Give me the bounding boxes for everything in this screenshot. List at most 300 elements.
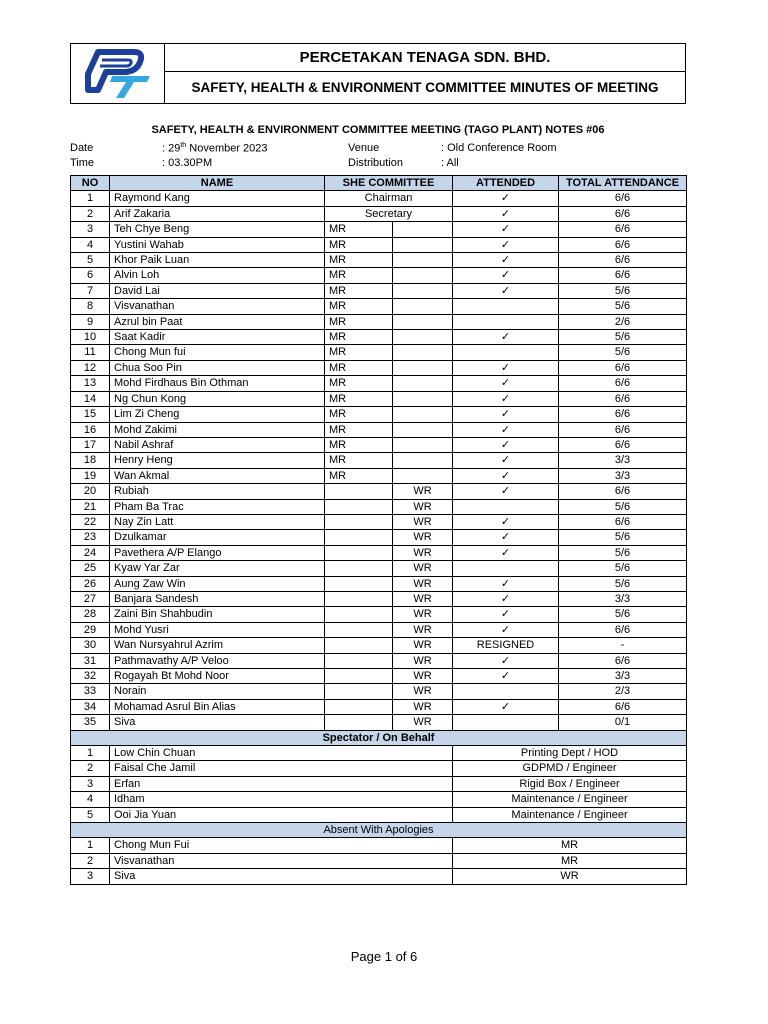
spectator-title: Spectator / On Behalf (71, 730, 687, 745)
table-row (71, 422, 687, 437)
attended-empty (453, 499, 559, 514)
total-attendance: 5/6 (559, 561, 687, 576)
member-role-empty (393, 314, 453, 329)
member-name: Mohamad Asrul Bin Alias (110, 699, 325, 714)
spectator-department: GDPMD / Engineer (453, 761, 687, 776)
table-row (71, 653, 687, 668)
absent-name: Siva (110, 869, 453, 884)
member-role: MR (325, 360, 393, 375)
attended-check-icon: ✓ (453, 669, 559, 684)
attended-check-icon: ✓ (453, 591, 559, 606)
time-label: Time (70, 157, 95, 169)
member-name: Chua Soo Pin (110, 360, 325, 375)
venue-label: Venue (348, 142, 380, 154)
row-number: 29 (71, 622, 110, 637)
total-attendance: 2/6 (559, 314, 687, 329)
member-name: Banjara Sandesh (110, 591, 325, 606)
row-number: 3 (71, 222, 110, 237)
member-name: Azrul bin Paat (110, 314, 325, 329)
member-name: Wan Nursyahrul Azrim (110, 638, 325, 653)
member-role-empty (325, 499, 393, 514)
total-attendance: 3/3 (559, 468, 687, 483)
total-attendance: 5/6 (559, 299, 687, 314)
member-name: Dzulkamar (110, 530, 325, 545)
attended-check-icon: ✓ (453, 360, 559, 375)
table-row (71, 345, 687, 360)
member-role-empty (393, 422, 453, 437)
member-role-empty (393, 237, 453, 252)
member-role-empty (325, 622, 393, 637)
total-attendance: 3/3 (559, 453, 687, 468)
row-number: 5 (71, 807, 110, 822)
member-role-empty (393, 253, 453, 268)
row-number: 8 (71, 299, 110, 314)
member-role-empty (393, 468, 453, 483)
row-number: 20 (71, 484, 110, 499)
absent-row (71, 853, 687, 868)
member-role: MR (325, 330, 393, 345)
member-role-empty (393, 437, 453, 452)
member-role: WR (393, 684, 453, 699)
row-number: 24 (71, 545, 110, 560)
table-row (71, 561, 687, 576)
member-name: Yustini Wahab (110, 237, 325, 252)
row-number: 1 (71, 191, 110, 206)
member-name: Wan Akmal (110, 468, 325, 483)
member-role-empty (393, 391, 453, 406)
attended-check-icon: ✓ (453, 330, 559, 345)
total-attendance: - (559, 638, 687, 653)
attended-empty (453, 314, 559, 329)
total-attendance: 6/6 (559, 484, 687, 499)
table-row (71, 591, 687, 606)
total-attendance: 6/6 (559, 237, 687, 252)
member-role: MR (325, 422, 393, 437)
attended-check-icon: ✓ (453, 437, 559, 452)
total-attendance: 0/1 (559, 715, 687, 730)
member-role: MR (325, 253, 393, 268)
spectator-department: Maintenance / Engineer (453, 792, 687, 807)
row-number: 5 (71, 253, 110, 268)
row-number: 1 (71, 746, 110, 761)
total-attendance: 6/6 (559, 253, 687, 268)
row-number: 17 (71, 437, 110, 452)
total-attendance: 3/3 (559, 591, 687, 606)
spectator-row (71, 792, 687, 807)
row-number: 2 (71, 853, 110, 868)
spectator-row (71, 761, 687, 776)
member-role: MR (325, 314, 393, 329)
member-name: Siva (110, 715, 325, 730)
member-role: WR (393, 530, 453, 545)
member-role-empty (325, 715, 393, 730)
absent-title: Absent With Apologies (71, 823, 687, 838)
spectator-section-header (71, 730, 687, 745)
total-attendance: 6/6 (559, 222, 687, 237)
member-role-empty (393, 376, 453, 391)
attended-check-icon: ✓ (453, 453, 559, 468)
attended-check-icon: ✓ (453, 622, 559, 637)
table-row (71, 638, 687, 653)
attended-check-icon: ✓ (453, 237, 559, 252)
member-role-empty (325, 561, 393, 576)
table-row (71, 607, 687, 622)
header-name: NAME (110, 176, 325, 191)
table-row (71, 360, 687, 375)
attended-check-icon: ✓ (453, 699, 559, 714)
spectator-name: Low Chin Chuan (110, 746, 453, 761)
spectator-row (71, 776, 687, 791)
table-row (71, 222, 687, 237)
row-number: 32 (71, 669, 110, 684)
member-name: Saat Kadir (110, 330, 325, 345)
member-role: MR (325, 407, 393, 422)
distribution-value: : All (441, 157, 459, 169)
member-name: Nay Zin Latt (110, 514, 325, 529)
row-number: 18 (71, 453, 110, 468)
member-role-empty (325, 638, 393, 653)
attended-status: RESIGNED (453, 638, 559, 653)
member-role: WR (393, 514, 453, 529)
row-number: 2 (71, 761, 110, 776)
total-attendance: 5/6 (559, 330, 687, 345)
document-header (70, 43, 686, 104)
attended-check-icon: ✓ (453, 530, 559, 545)
member-role: WR (393, 499, 453, 514)
table-row (71, 453, 687, 468)
meeting-title: SAFETY, HEALTH & ENVIRONMENT COMMITTEE MEETING (TAGO PLANT) NOTES #06 (151, 124, 605, 136)
total-attendance: 5/6 (559, 607, 687, 622)
row-number: 1 (71, 838, 110, 853)
table-row (71, 499, 687, 514)
row-number: 23 (71, 530, 110, 545)
absent-name: Visvanathan (110, 853, 453, 868)
member-role-empty (393, 453, 453, 468)
member-name: David Lai (110, 283, 325, 298)
member-name: Lim Zi Cheng (110, 407, 325, 422)
member-name: Teh Chye Beng (110, 222, 325, 237)
member-role: MR (325, 299, 393, 314)
member-role: WR (393, 638, 453, 653)
absent-row (71, 869, 687, 884)
venue-value: : Old Conference Room (441, 142, 557, 154)
pt-logo-icon (78, 46, 158, 102)
spectator-department: Printing Dept / HOD (453, 746, 687, 761)
total-attendance: 6/6 (559, 422, 687, 437)
member-role: Secretary (325, 206, 453, 221)
member-name: Rubiah (110, 484, 325, 499)
member-name: Kyaw Yar Zar (110, 561, 325, 576)
member-role: WR (393, 576, 453, 591)
row-number: 3 (71, 869, 110, 884)
member-role: WR (393, 669, 453, 684)
member-name: Zaini Bin Shahbudin (110, 607, 325, 622)
member-role-empty (325, 607, 393, 622)
attended-check-icon: ✓ (453, 206, 559, 221)
total-attendance: 6/6 (559, 206, 687, 221)
member-name: Pham Ba Trac (110, 499, 325, 514)
total-attendance: 6/6 (559, 407, 687, 422)
member-role-empty (393, 299, 453, 314)
row-number: 35 (71, 715, 110, 730)
member-role-empty (325, 591, 393, 606)
table-row (71, 407, 687, 422)
table-row (71, 576, 687, 591)
member-name: Ng Chun Kong (110, 391, 325, 406)
total-attendance: 5/6 (559, 530, 687, 545)
table-row (71, 699, 687, 714)
member-role: WR (393, 653, 453, 668)
member-role: MR (325, 237, 393, 252)
table-row (71, 437, 687, 452)
total-attendance: 5/6 (559, 283, 687, 298)
member-role: MR (325, 468, 393, 483)
member-role-empty (393, 283, 453, 298)
header-total-attendance: TOTAL ATTENDANCE (559, 176, 687, 191)
attended-empty (453, 561, 559, 576)
spectator-name: Faisal Che Jamil (110, 761, 453, 776)
row-number: 4 (71, 792, 110, 807)
total-attendance: 6/6 (559, 514, 687, 529)
table-row (71, 545, 687, 560)
absent-role: MR (453, 853, 687, 868)
member-role: MR (325, 437, 393, 452)
table-row (71, 314, 687, 329)
total-attendance: 5/6 (559, 499, 687, 514)
attended-check-icon: ✓ (453, 468, 559, 483)
attended-check-icon: ✓ (453, 222, 559, 237)
row-number: 3 (71, 776, 110, 791)
member-role: Chairman (325, 191, 453, 206)
member-role: WR (393, 484, 453, 499)
member-role-empty (393, 222, 453, 237)
row-number: 9 (71, 314, 110, 329)
member-name: Alvin Loh (110, 268, 325, 283)
attended-empty (453, 715, 559, 730)
date-label: Date (70, 142, 94, 154)
table-row (71, 622, 687, 637)
member-role-empty (325, 699, 393, 714)
member-role-empty (393, 407, 453, 422)
table-row (71, 669, 687, 684)
row-number: 21 (71, 499, 110, 514)
row-number: 16 (71, 422, 110, 437)
attended-empty (453, 299, 559, 314)
company-logo (71, 44, 165, 103)
row-number: 11 (71, 345, 110, 360)
header-no: NO (71, 176, 110, 191)
member-role-empty (325, 545, 393, 560)
row-number: 13 (71, 376, 110, 391)
absent-section-header (71, 823, 687, 838)
row-number: 33 (71, 684, 110, 699)
table-header-row (71, 176, 687, 191)
table-row (71, 684, 687, 699)
member-role: WR (393, 607, 453, 622)
total-attendance: 6/6 (559, 191, 687, 206)
member-role: MR (325, 222, 393, 237)
member-role: MR (325, 376, 393, 391)
spectator-name: Ooi Jia Yuan (110, 807, 453, 822)
attended-check-icon: ✓ (453, 653, 559, 668)
spectator-department: Maintenance / Engineer (453, 807, 687, 822)
attended-check-icon: ✓ (453, 545, 559, 560)
attended-check-icon: ✓ (453, 422, 559, 437)
total-attendance: 6/6 (559, 653, 687, 668)
member-role: MR (325, 268, 393, 283)
total-attendance: 6/6 (559, 622, 687, 637)
row-number: 25 (71, 561, 110, 576)
member-role: WR (393, 622, 453, 637)
spectator-department: Rigid Box / Engineer (453, 776, 687, 791)
total-attendance: 6/6 (559, 699, 687, 714)
member-role: MR (325, 345, 393, 360)
table-row (71, 715, 687, 730)
attended-check-icon: ✓ (453, 576, 559, 591)
table-row (71, 283, 687, 298)
member-name: Arif Zakaria (110, 206, 325, 221)
row-number: 30 (71, 638, 110, 653)
spectator-name: Idham (110, 792, 453, 807)
row-number: 14 (71, 391, 110, 406)
member-name: Mohd Yusri (110, 622, 325, 637)
member-name: Raymond Kang (110, 191, 325, 206)
member-name: Pavethera A/P Elango (110, 545, 325, 560)
table-row (71, 330, 687, 345)
member-role-empty (325, 576, 393, 591)
attended-empty (453, 345, 559, 360)
member-name: Mohd Firdhaus Bin Othman (110, 376, 325, 391)
member-role-empty (325, 669, 393, 684)
member-role: WR (393, 591, 453, 606)
member-name: Norain (110, 684, 325, 699)
member-role-empty (325, 684, 393, 699)
total-attendance: 6/6 (559, 391, 687, 406)
attended-check-icon: ✓ (453, 514, 559, 529)
absent-name: Chong Mun Fui (110, 838, 453, 853)
member-role-empty (325, 514, 393, 529)
table-row (71, 253, 687, 268)
total-attendance: 6/6 (559, 360, 687, 375)
table-row (71, 191, 687, 206)
attended-check-icon: ✓ (453, 484, 559, 499)
row-number: 22 (71, 514, 110, 529)
row-number: 34 (71, 699, 110, 714)
row-number: 19 (71, 468, 110, 483)
member-role-empty (393, 360, 453, 375)
table-row (71, 299, 687, 314)
member-role-empty (393, 330, 453, 345)
table-row (71, 376, 687, 391)
company-name: PERCETAKAN TENAGA SDN. BHD. (165, 44, 685, 72)
absent-row (71, 838, 687, 853)
total-attendance: 2/3 (559, 684, 687, 699)
member-role-empty (325, 484, 393, 499)
table-row (71, 484, 687, 499)
member-role: MR (325, 453, 393, 468)
spectator-row (71, 807, 687, 822)
attended-empty (453, 684, 559, 699)
attended-check-icon: ✓ (453, 253, 559, 268)
row-number: 2 (71, 206, 110, 221)
table-row (71, 237, 687, 252)
table-row (71, 530, 687, 545)
row-number: 7 (71, 283, 110, 298)
row-number: 15 (71, 407, 110, 422)
total-attendance: 6/6 (559, 268, 687, 283)
table-row (71, 268, 687, 283)
member-role-empty (325, 653, 393, 668)
total-attendance: 6/6 (559, 437, 687, 452)
spectator-name: Erfan (110, 776, 453, 791)
header-attended: ATTENDED (453, 176, 559, 191)
table-row (71, 391, 687, 406)
member-name: Mohd Zakimi (110, 422, 325, 437)
member-role: MR (325, 391, 393, 406)
member-role: WR (393, 545, 453, 560)
distribution-label: Distribution (348, 157, 404, 169)
page-number: Page 1 of 6 (350, 949, 418, 964)
member-name: Visvanathan (110, 299, 325, 314)
member-role: WR (393, 699, 453, 714)
attended-check-icon: ✓ (453, 191, 559, 206)
document-subtitle: SAFETY, HEALTH & ENVIRONMENT COMMITTEE MINUTES OF MEETING (191, 80, 659, 95)
absent-role: MR (453, 838, 687, 853)
member-name: Nabil Ashraf (110, 437, 325, 452)
table-row (71, 514, 687, 529)
member-name: Rogayah Bt Mohd Noor (110, 669, 325, 684)
member-name: Henry Heng (110, 453, 325, 468)
attended-check-icon: ✓ (453, 391, 559, 406)
row-number: 12 (71, 360, 110, 375)
total-attendance: 5/6 (559, 576, 687, 591)
member-name: Aung Zaw Win (110, 576, 325, 591)
member-role-empty (325, 530, 393, 545)
total-attendance: 5/6 (559, 545, 687, 560)
member-role: WR (393, 715, 453, 730)
attended-check-icon: ✓ (453, 283, 559, 298)
attendance-table (70, 175, 687, 885)
row-number: 6 (71, 268, 110, 283)
member-role-empty (393, 268, 453, 283)
row-number: 4 (71, 237, 110, 252)
time-value: : 03.30PM (162, 157, 213, 169)
member-name: Pathmavathy A/P Veloo (110, 653, 325, 668)
attended-check-icon: ✓ (453, 607, 559, 622)
row-number: 10 (71, 330, 110, 345)
row-number: 27 (71, 591, 110, 606)
table-row (71, 468, 687, 483)
attended-check-icon: ✓ (453, 268, 559, 283)
member-role-empty (393, 345, 453, 360)
row-number: 31 (71, 653, 110, 668)
total-attendance: 6/6 (559, 376, 687, 391)
header-she-committee: SHE COMMITTEE (325, 176, 453, 191)
table-row (71, 206, 687, 221)
attended-check-icon: ✓ (453, 407, 559, 422)
absent-role: WR (453, 869, 687, 884)
member-role: WR (393, 561, 453, 576)
attended-check-icon: ✓ (453, 376, 559, 391)
member-role: MR (325, 283, 393, 298)
total-attendance: 5/6 (559, 345, 687, 360)
total-attendance: 3/3 (559, 669, 687, 684)
member-name: Chong Mun fui (110, 345, 325, 360)
date-value: : 29th November 2023 (162, 142, 268, 155)
row-number: 28 (71, 607, 110, 622)
member-name: Khor Paik Luan (110, 253, 325, 268)
row-number: 26 (71, 576, 110, 591)
